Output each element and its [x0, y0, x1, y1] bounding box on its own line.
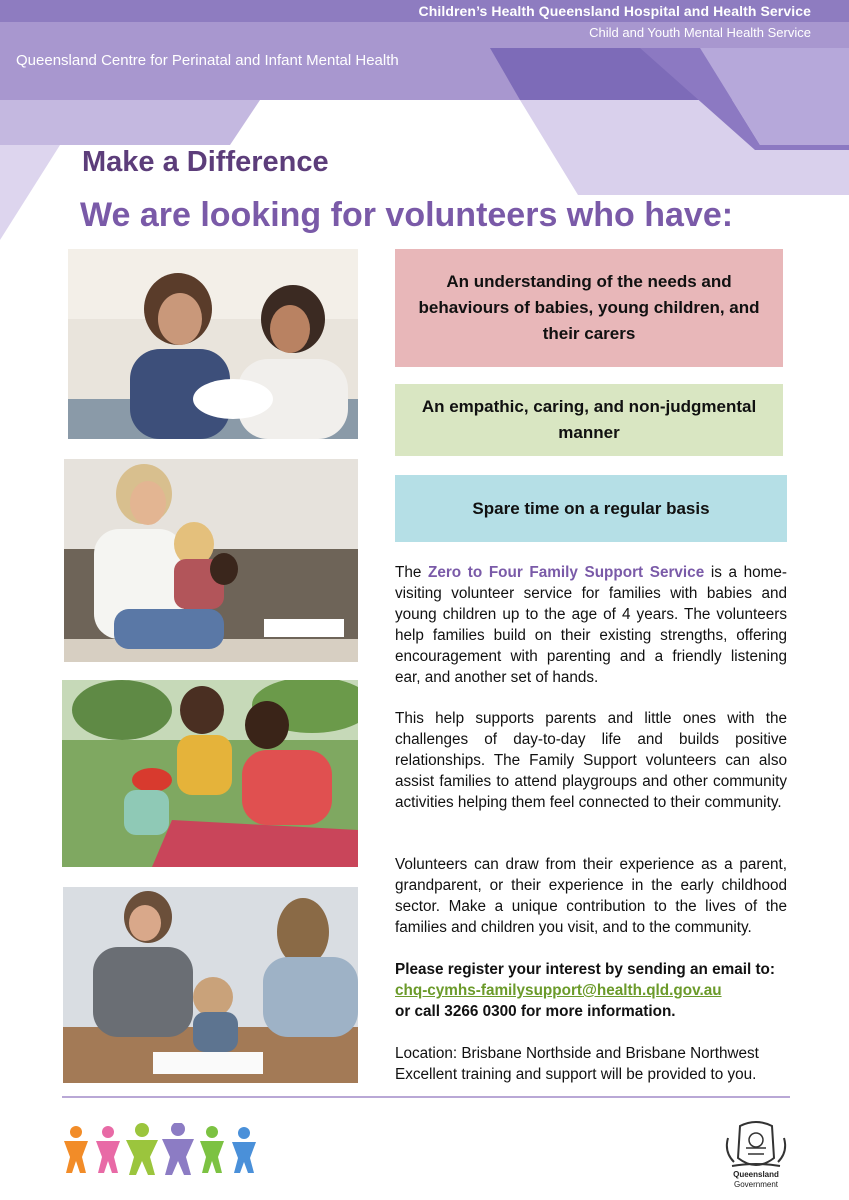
- email-link[interactable]: chq-cymhs-familysupport@health.qld.gov.au: [395, 982, 722, 999]
- photo-woman-child-doll: [64, 459, 358, 662]
- location-line: Location: Brisbane Northside and Brisbane Northwest: [395, 1045, 759, 1062]
- quality-box-understanding: An understanding of the needs and behaviours of babies, young children, and their carers: [395, 249, 783, 367]
- quality-box-spare-time: Spare time on a regular basis: [395, 475, 787, 542]
- register-block: [395, 959, 795, 1022]
- photo-drawing-with-toddler: [63, 887, 358, 1083]
- heading-make-difference: Make a Difference: [82, 146, 329, 178]
- gov-sub: Government: [733, 1180, 779, 1189]
- paragraph-service-intro: The Zero to Four Family Support Service is a home-visiting volunteer service for families with babies and young children up to the age of 4 years. The volunteers help families build on their existing strengths, offering encouragement with parenting and a friendly listening ear, and another set of hands.: [395, 564, 787, 686]
- training-line: Excellent training and support will be provided to you.: [395, 1066, 757, 1083]
- location-block: [395, 1043, 795, 1085]
- call-line: or call 3266 0300 for more information.: [395, 1003, 676, 1020]
- centre-name: Queensland Centre for Perinatal and Infant Mental Health: [16, 52, 399, 69]
- quality-box-empathic: An empathic, caring, and non-judgmental manner: [395, 384, 783, 456]
- photo-picnic-outdoors: [62, 680, 358, 867]
- paragraph-support: This help supports parents and little ones with the challenges of day-to-day life and builds positive relationships. The Family Support volunteers can also assist families to attend playgroups and other community activities helping them feel connected to their community.: [395, 710, 787, 811]
- people-chain-icon: [60, 1123, 262, 1177]
- divider: [62, 1096, 790, 1098]
- organisation-name: Children’s Health Queensland Hospital and Health Service: [418, 3, 811, 19]
- photo-mother-grandmother-baby: [68, 249, 358, 439]
- service-name-highlight: Zero to Four Family Support Service: [427, 564, 705, 581]
- service-name: Child and Youth Mental Health Service: [589, 25, 811, 40]
- gov-name: Queensland: [733, 1170, 779, 1179]
- register-line: Please register your interest by sending an email to:: [395, 961, 775, 978]
- heading-looking-for: We are looking for volunteers who have:: [80, 196, 734, 234]
- paragraph-volunteers: Volunteers can draw from their experience as a parent, grandparent, or their experience in the early childhood sector. Make a unique contribution to the lives of the families and children you visit, and to the community.: [395, 856, 787, 936]
